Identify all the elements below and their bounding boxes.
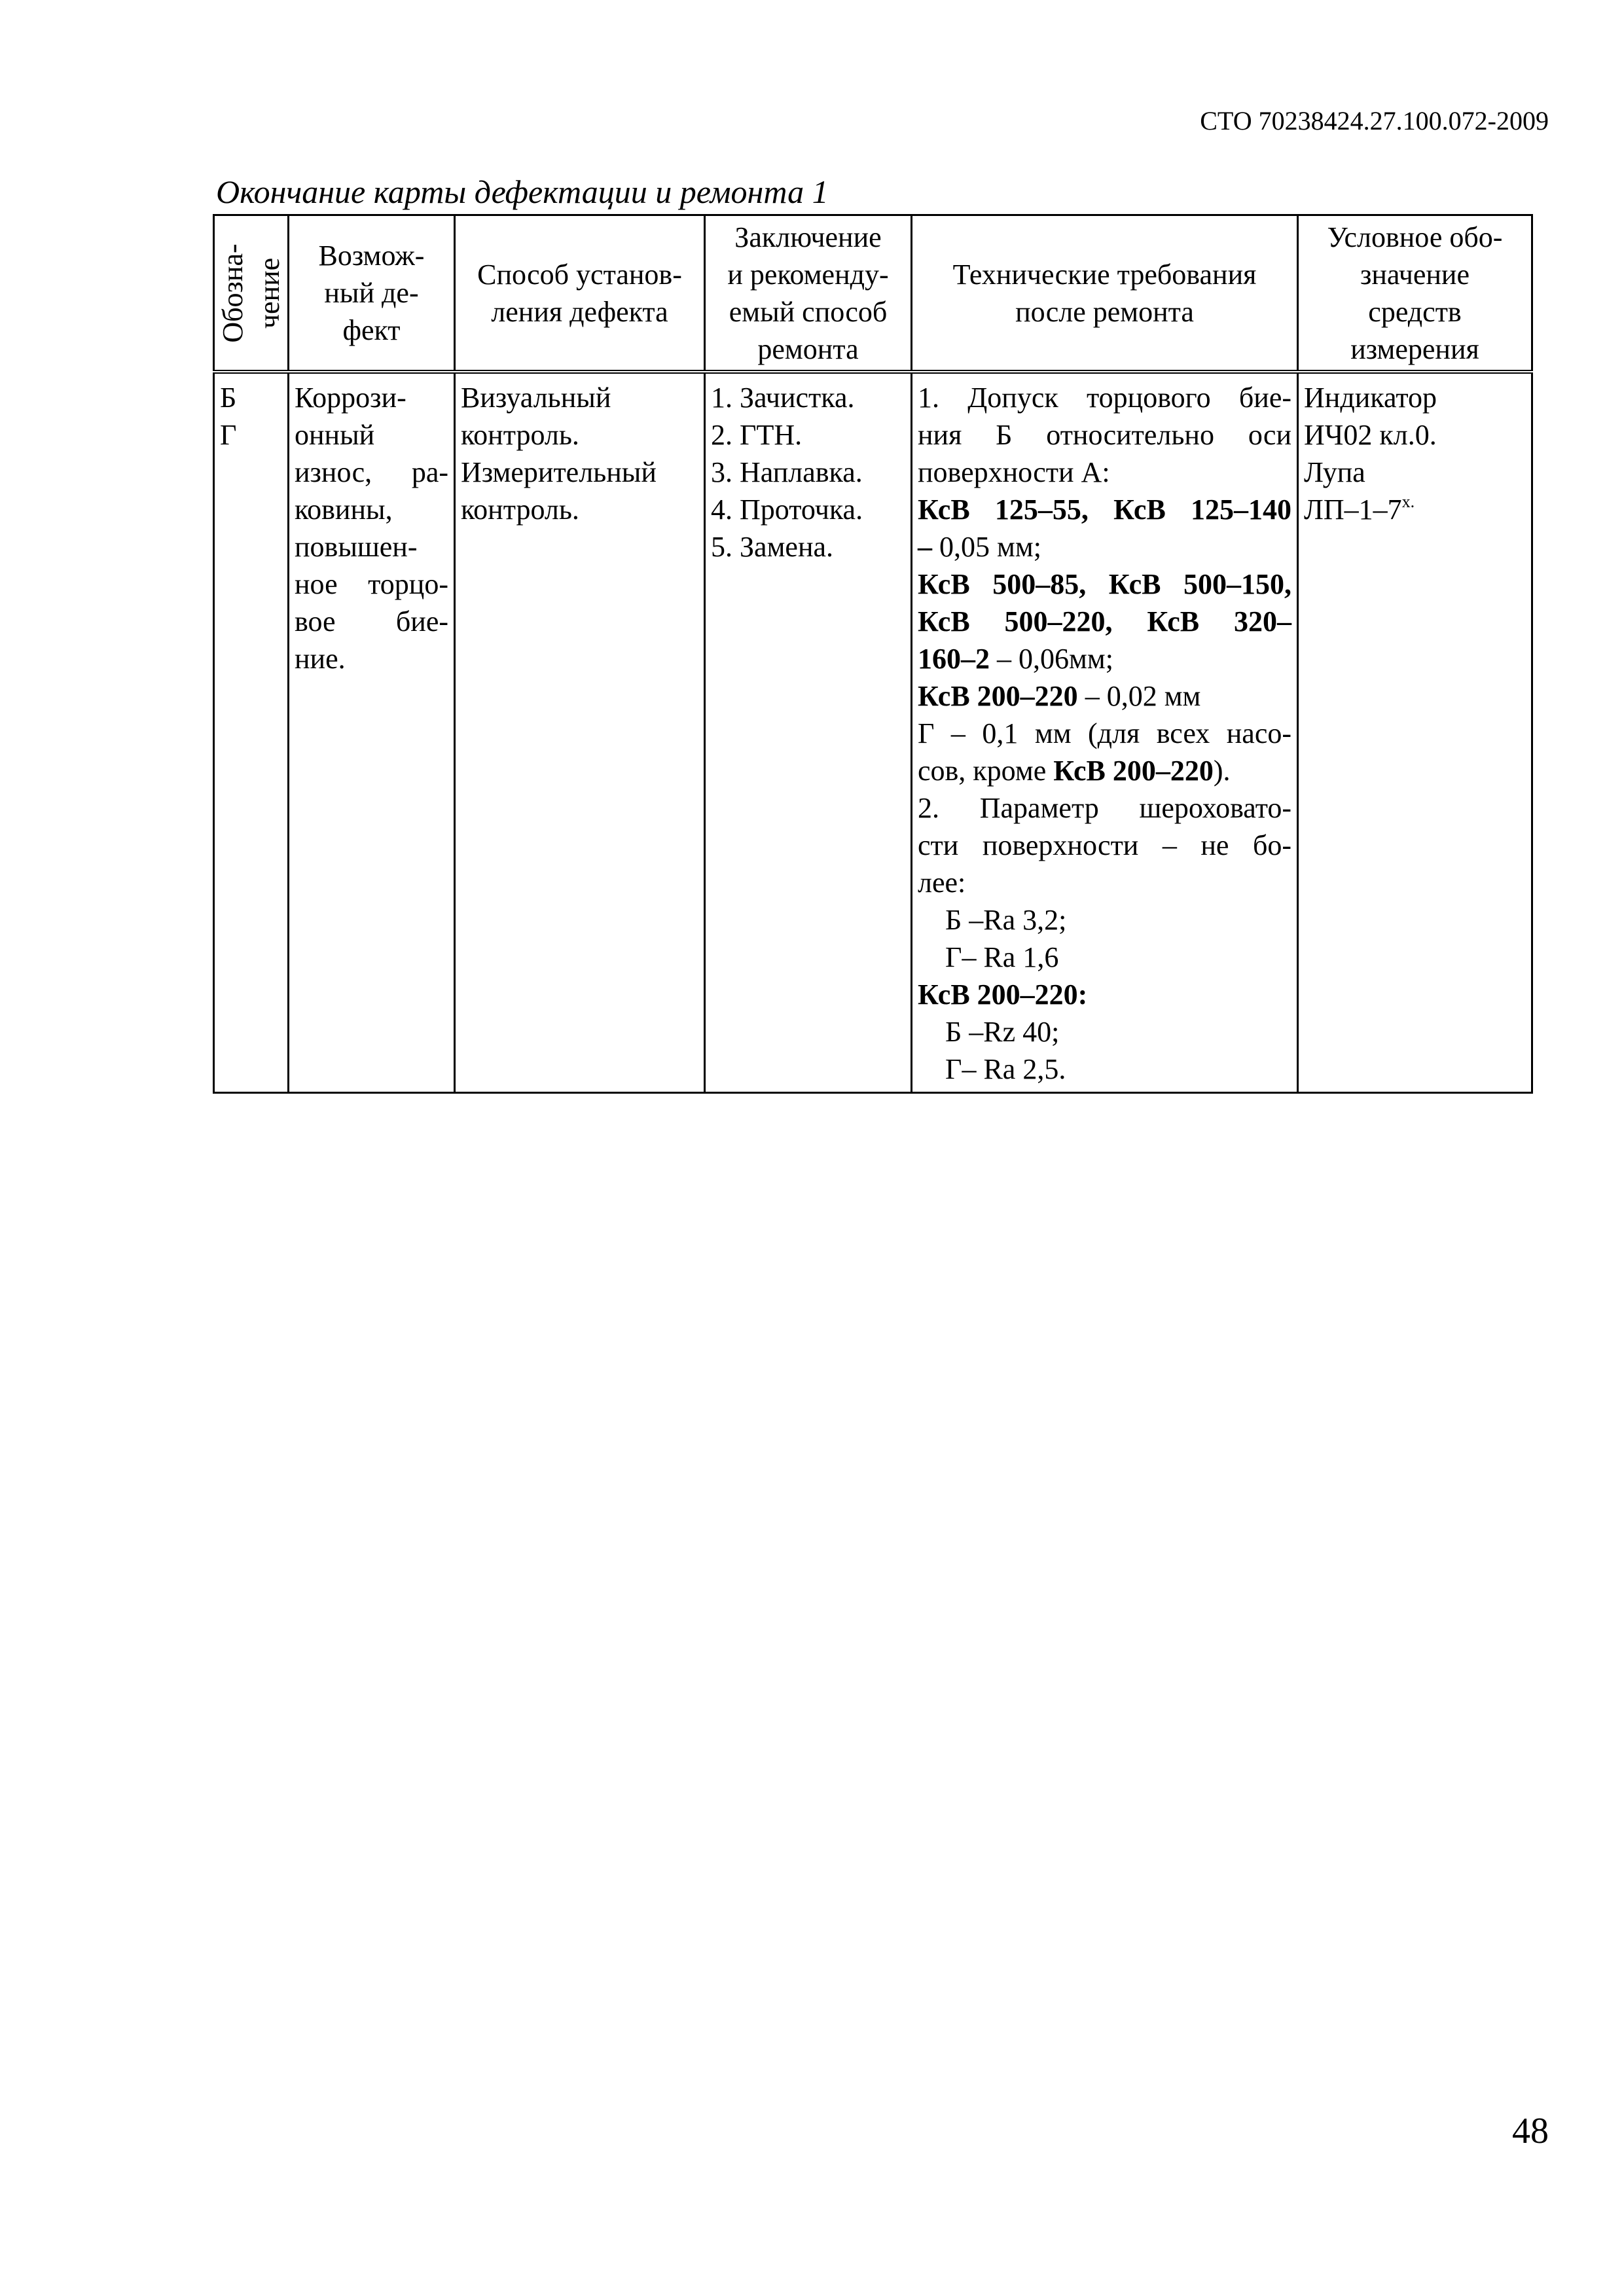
document-code: СТО 70238424.27.100.072-2009 xyxy=(1200,106,1549,135)
cell-defect: Коррози- онный износ, ра- ковины, повышен- ное торцо- вое бие- ние. xyxy=(289,372,455,1093)
table-row xyxy=(214,372,1532,1093)
cell-method: Визуальный контроль. Измерительный контроль. xyxy=(455,372,705,1093)
header-method: Способ установ- ления дефекта xyxy=(455,215,705,372)
header-requirements: Технические требования после ремонта xyxy=(912,215,1298,372)
header-defect: Возмож- ный де- фект xyxy=(289,215,455,372)
header-instruments: Условное обо- значение средств измерения xyxy=(1298,215,1532,372)
cell-requirements: 1. Допуск торцового бие- ния Б относительно оси поверхности А: КсВ 125–55, КсВ 125–140 – 0,05 мм; КсВ 500–85, КсВ 500–150, КсВ 500–220, КсВ 320– 160–2 – 0,06мм; КсВ 200–220 – 0,02 мм Г – 0,1 мм (для всех насо- сов, кроме КсВ 200–220). 2. Параметр шероховато- сти поверхности – не бо- лее: Б –Ra 3,2; Г– Ra 1,6 КсВ 200–220: Б –Rz 40; Г– Ra 2,5. xyxy=(912,372,1298,1093)
page-number: 48 xyxy=(1512,2111,1549,2151)
header-conclusion: Заключение и рекоменду- емый способ ремонта xyxy=(705,215,912,372)
header-designation: Обозна- чение xyxy=(214,215,289,372)
table-caption: Окончание карты дефектации и ремонта 1 xyxy=(216,173,829,210)
cell-conclusion: 1. Зачистка. 2. ГТН. 3. Наплавка. 4. Проточка. 5. Замена. xyxy=(705,372,912,1093)
header-row xyxy=(214,215,1532,372)
cell-instruments: Индикатор ИЧ02 кл.0. Лупа $ЛП-1-7^{х.}$ xyxy=(1298,372,1532,1093)
cell-designation: Б Г xyxy=(214,372,289,1093)
defect-repair-table xyxy=(213,214,1533,1094)
